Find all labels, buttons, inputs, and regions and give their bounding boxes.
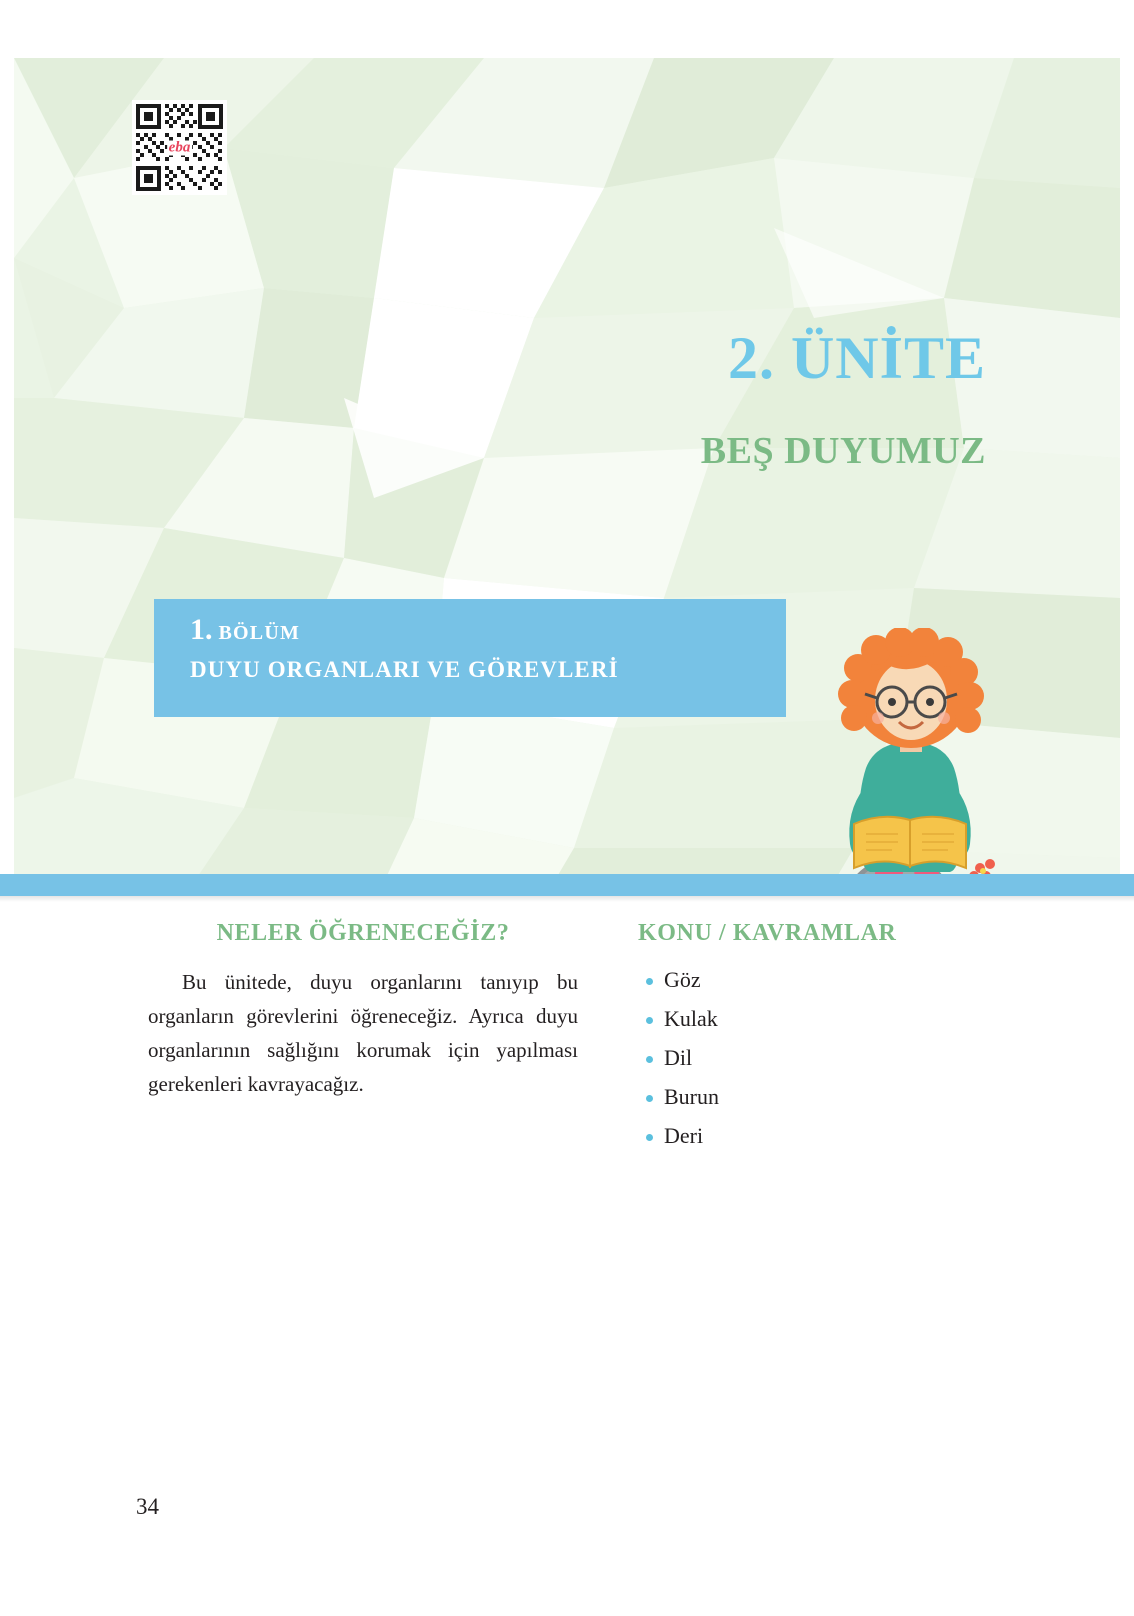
- learning-objectives-section: [148, 920, 578, 1122]
- unit-title: BEŞ DUYUMUZ: [700, 430, 986, 472]
- list-item: Dil: [638, 1047, 1038, 1069]
- list-item: Kulak: [638, 1008, 1038, 1030]
- learning-objectives-heading: NELER ÖĞRENECEĞİZ?: [216, 920, 510, 946]
- list-item: Deri: [638, 1125, 1038, 1147]
- chapter-banner: [154, 599, 786, 717]
- concepts-list: [638, 969, 1038, 1147]
- unit-number: 2. ÜNİTE: [727, 325, 986, 391]
- qr-code-icon[interactable]: [132, 100, 227, 195]
- qr-code-label: eba: [168, 139, 191, 155]
- girl-reading-book-illustration: [804, 628, 1024, 882]
- chapter-number: 1.: [190, 613, 213, 646]
- list-item: Göz: [638, 969, 1038, 991]
- chapter-word: BÖLÜM: [218, 622, 301, 644]
- learning-objectives-paragraph: Bu ünitede, duyu organlarını tanıyıp bu organların görevlerini öğreneceğiz. Ayrıca duyu organlarının sağlığını korumak için yapılması gerekenleri kavrayacağız.: [148, 970, 578, 1097]
- chapter-title: DUYU ORGANLARI VE GÖREVLERİ: [190, 657, 619, 682]
- blue-divider-bar: [0, 874, 1134, 896]
- concepts-section: [638, 920, 1038, 1164]
- divider-shadow: [0, 896, 1134, 902]
- concepts-heading: KONU / KAVRAMLAR: [638, 920, 897, 946]
- list-item: Burun: [638, 1086, 1038, 1108]
- chapter-line-1: [190, 613, 786, 647]
- page-number: 34: [136, 1494, 159, 1519]
